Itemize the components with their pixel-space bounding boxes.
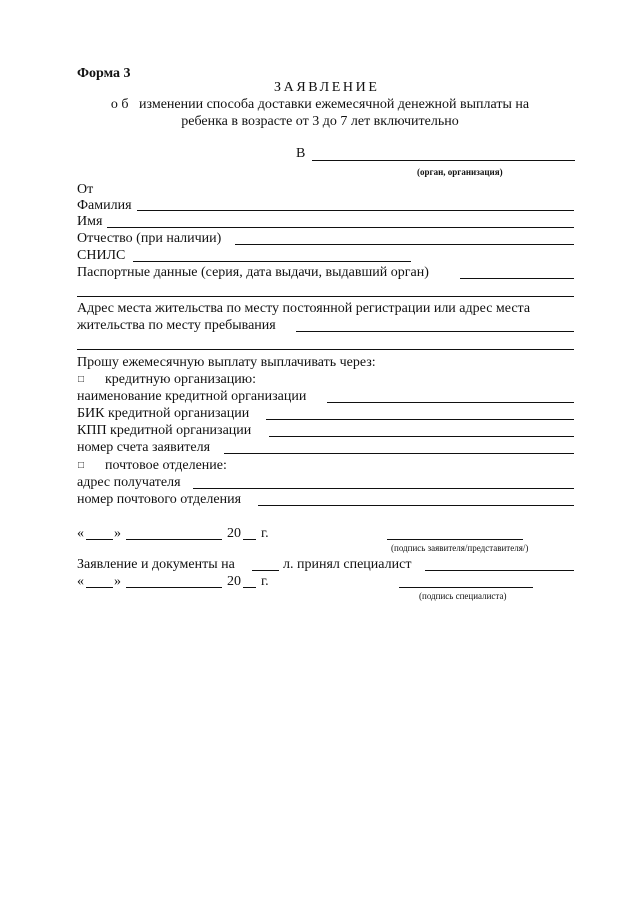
patronymic-field[interactable] xyxy=(235,244,574,245)
account-field[interactable] xyxy=(224,453,574,454)
recipient-prefix: В xyxy=(296,146,306,161)
recipient-field[interactable] xyxy=(312,160,575,161)
account-label: номер счета заявителя xyxy=(77,440,211,455)
address-field-continued[interactable] xyxy=(77,349,574,350)
accepted-middle: л. принял специалист xyxy=(283,557,412,572)
applicant-date-open: « xyxy=(77,526,84,541)
specialist-name-field[interactable] xyxy=(425,570,574,571)
recipient-address-field[interactable] xyxy=(193,488,574,489)
specialist-year-field[interactable] xyxy=(243,587,256,588)
applicant-year-suffix: г. xyxy=(261,526,269,541)
post-office-label: почтовое отделение: xyxy=(105,458,227,473)
credit-org-name-label: наименование кредитной организации xyxy=(77,389,307,404)
name-label: Имя xyxy=(77,214,103,229)
specialist-year-prefix: 20 xyxy=(227,574,241,589)
passport-field-continued[interactable] xyxy=(77,296,574,297)
passport-label: Паспортные данные (серия, дата выдачи, выдавший орган) xyxy=(77,265,429,280)
bik-label: БИК кредитной организации xyxy=(77,406,250,421)
specialist-signature-caption: (подпись специалиста) xyxy=(419,591,507,601)
address-label-line1: Адрес места жительства по месту постоянной регистрации или адрес места xyxy=(77,301,531,316)
applicant-year-field[interactable] xyxy=(243,539,256,540)
specialist-signature-field[interactable] xyxy=(399,587,533,588)
credit-org-checkbox[interactable]: □ xyxy=(78,374,85,385)
recipient-caption: (орган, организация) xyxy=(417,167,503,177)
applicant-month-field[interactable] xyxy=(126,539,222,540)
payment-request: Прошу ежемесячную выплату выплачивать через: xyxy=(77,355,376,370)
form-subtitle-line2: ребенка в возрасте от 3 до 7 лет включительно xyxy=(181,114,459,129)
address-label-line2: жительства по месту пребывания xyxy=(77,318,276,333)
passport-field[interactable] xyxy=(460,278,574,279)
specialist-date-open: « xyxy=(77,574,84,589)
applicant-signature-field[interactable] xyxy=(387,539,523,540)
snils-label: СНИЛС xyxy=(77,248,126,263)
applicant-date-close: » xyxy=(114,526,121,541)
address-field[interactable] xyxy=(296,331,574,332)
specialist-year-suffix: г. xyxy=(261,574,269,589)
applicant-signature-caption: (подпись заявителя/представителя/) xyxy=(391,543,529,553)
sheets-count-field[interactable] xyxy=(252,570,279,571)
bik-field[interactable] xyxy=(266,419,574,420)
from-label: От xyxy=(77,182,94,197)
credit-org-label: кредитную организацию: xyxy=(105,372,257,387)
surname-field[interactable] xyxy=(137,210,574,211)
post-office-checkbox[interactable]: □ xyxy=(78,460,85,471)
recipient-address-label: адрес получателя xyxy=(77,475,181,490)
accepted-prefix: Заявление и документы на xyxy=(77,557,235,572)
specialist-day-field[interactable] xyxy=(86,587,113,588)
kpp-field[interactable] xyxy=(269,436,574,437)
applicant-year-prefix: 20 xyxy=(227,526,241,541)
credit-org-name-field[interactable] xyxy=(327,402,574,403)
form-title: ЗАЯВЛЕНИЕ xyxy=(274,80,380,95)
surname-label: Фамилия xyxy=(77,198,132,213)
applicant-day-field[interactable] xyxy=(86,539,113,540)
post-office-number-label: номер почтового отделения xyxy=(77,492,242,507)
post-office-number-field[interactable] xyxy=(258,505,574,506)
specialist-month-field[interactable] xyxy=(126,587,222,588)
kpp-label: КПП кредитной организации xyxy=(77,423,252,438)
form-label: Форма 3 xyxy=(77,66,131,81)
name-field[interactable] xyxy=(107,227,574,228)
snils-field[interactable] xyxy=(133,261,411,262)
specialist-date-close: » xyxy=(114,574,121,589)
form-subtitle-line1: о б изменении способа доставки ежемесячной денежной выплаты на xyxy=(110,97,530,112)
patronymic-label: Отчество (при наличии) xyxy=(77,231,222,246)
